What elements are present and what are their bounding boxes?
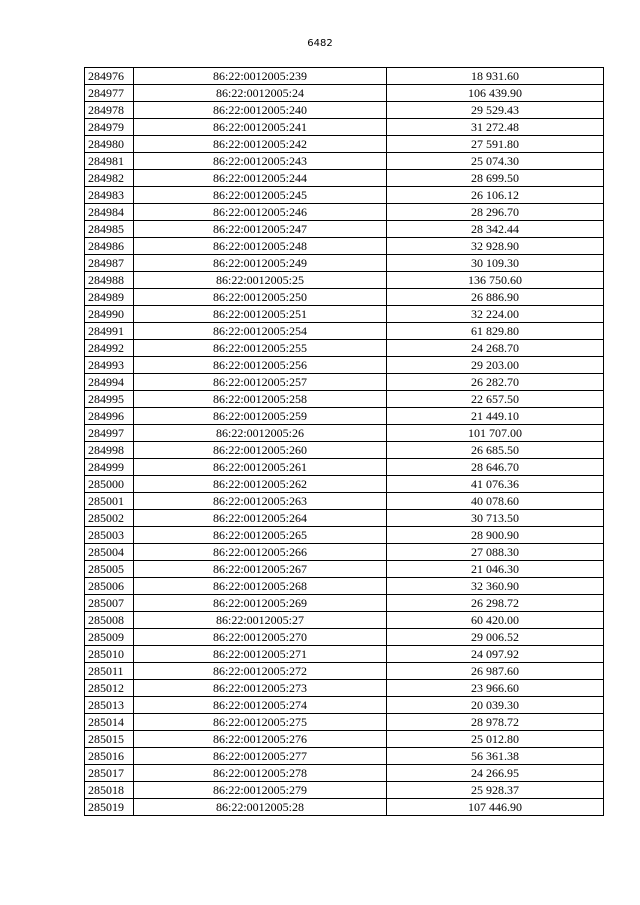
cadastral-number-cell: 86:22:0012005:255 bbox=[134, 340, 387, 357]
value-cell: 31 272.48 bbox=[387, 119, 604, 136]
table-row bbox=[85, 544, 604, 561]
table-row bbox=[85, 799, 604, 816]
value-cell: 28 296.70 bbox=[387, 204, 604, 221]
cadastral-number-cell: 86:22:0012005:274 bbox=[134, 697, 387, 714]
value-cell: 26 282.70 bbox=[387, 374, 604, 391]
table-row bbox=[85, 306, 604, 323]
table-row bbox=[85, 68, 604, 85]
row-number-cell: 284982 bbox=[85, 170, 134, 187]
table-row bbox=[85, 595, 604, 612]
value-cell: 106 439.90 bbox=[387, 85, 604, 102]
cadastral-number-cell: 86:22:0012005:244 bbox=[134, 170, 387, 187]
row-number-cell: 284989 bbox=[85, 289, 134, 306]
table-row bbox=[85, 170, 604, 187]
table-row bbox=[85, 255, 604, 272]
cadastral-number-cell: 86:22:0012005:28 bbox=[134, 799, 387, 816]
table-row bbox=[85, 680, 604, 697]
cadastral-number-cell: 86:22:0012005:245 bbox=[134, 187, 387, 204]
table-row bbox=[85, 459, 604, 476]
row-number-cell: 284988 bbox=[85, 272, 134, 289]
row-number-cell: 284980 bbox=[85, 136, 134, 153]
cadastral-number-cell: 86:22:0012005:24 bbox=[134, 85, 387, 102]
row-number-cell: 284993 bbox=[85, 357, 134, 374]
value-cell: 26 106.12 bbox=[387, 187, 604, 204]
value-cell: 32 928.90 bbox=[387, 238, 604, 255]
row-number-cell: 284976 bbox=[85, 68, 134, 85]
value-cell: 28 978.72 bbox=[387, 714, 604, 731]
row-number-cell: 284978 bbox=[85, 102, 134, 119]
cadastral-number-cell: 86:22:0012005:273 bbox=[134, 680, 387, 697]
table-row bbox=[85, 408, 604, 425]
value-cell: 28 900.90 bbox=[387, 527, 604, 544]
table-row bbox=[85, 153, 604, 170]
cadastral-number-cell: 86:22:0012005:278 bbox=[134, 765, 387, 782]
table-row bbox=[85, 510, 604, 527]
value-cell: 25 012.80 bbox=[387, 731, 604, 748]
table-row bbox=[85, 238, 604, 255]
row-number-cell: 285018 bbox=[85, 782, 134, 799]
table-row bbox=[85, 204, 604, 221]
table-row bbox=[85, 629, 604, 646]
value-cell: 61 829.80 bbox=[387, 323, 604, 340]
cadastral-number-cell: 86:22:0012005:266 bbox=[134, 544, 387, 561]
value-cell: 26 987.60 bbox=[387, 663, 604, 680]
value-cell: 21 046.30 bbox=[387, 561, 604, 578]
cadastral-number-cell: 86:22:0012005:241 bbox=[134, 119, 387, 136]
cadastral-number-cell: 86:22:0012005:251 bbox=[134, 306, 387, 323]
value-cell: 101 707.00 bbox=[387, 425, 604, 442]
table-row bbox=[85, 731, 604, 748]
row-number-cell: 285019 bbox=[85, 799, 134, 816]
cadastral-number-cell: 86:22:0012005:259 bbox=[134, 408, 387, 425]
cadastral-number-cell: 86:22:0012005:264 bbox=[134, 510, 387, 527]
row-number-cell: 284999 bbox=[85, 459, 134, 476]
table-row bbox=[85, 714, 604, 731]
value-cell: 28 699.50 bbox=[387, 170, 604, 187]
value-cell: 41 076.36 bbox=[387, 476, 604, 493]
value-cell: 25 074.30 bbox=[387, 153, 604, 170]
cadastral-number-cell: 86:22:0012005:270 bbox=[134, 629, 387, 646]
table-row bbox=[85, 561, 604, 578]
row-number-cell: 284977 bbox=[85, 85, 134, 102]
value-cell: 29 006.52 bbox=[387, 629, 604, 646]
cadastral-number-cell: 86:22:0012005:267 bbox=[134, 561, 387, 578]
table-row bbox=[85, 374, 604, 391]
value-cell: 29 529.43 bbox=[387, 102, 604, 119]
cadastral-number-cell: 86:22:0012005:276 bbox=[134, 731, 387, 748]
row-number-cell: 284983 bbox=[85, 187, 134, 204]
cadastral-number-cell: 86:22:0012005:257 bbox=[134, 374, 387, 391]
table-row bbox=[85, 527, 604, 544]
table-row bbox=[85, 323, 604, 340]
table-row bbox=[85, 697, 604, 714]
value-cell: 20 039.30 bbox=[387, 697, 604, 714]
cadastral-number-cell: 86:22:0012005:277 bbox=[134, 748, 387, 765]
value-cell: 30 713.50 bbox=[387, 510, 604, 527]
table-row bbox=[85, 612, 604, 629]
cadastral-value-table bbox=[84, 67, 604, 816]
value-cell: 27 088.30 bbox=[387, 544, 604, 561]
row-number-cell: 285010 bbox=[85, 646, 134, 663]
table-row bbox=[85, 272, 604, 289]
table-row bbox=[85, 391, 604, 408]
cadastral-number-cell: 86:22:0012005:26 bbox=[134, 425, 387, 442]
row-number-cell: 285009 bbox=[85, 629, 134, 646]
row-number-cell: 284996 bbox=[85, 408, 134, 425]
table-row bbox=[85, 748, 604, 765]
row-number-cell: 284981 bbox=[85, 153, 134, 170]
row-number-cell: 284979 bbox=[85, 119, 134, 136]
cadastral-number-cell: 86:22:0012005:243 bbox=[134, 153, 387, 170]
cadastral-number-cell: 86:22:0012005:242 bbox=[134, 136, 387, 153]
value-cell: 136 750.60 bbox=[387, 272, 604, 289]
value-cell: 23 966.60 bbox=[387, 680, 604, 697]
value-cell: 18 931.60 bbox=[387, 68, 604, 85]
row-number-cell: 285006 bbox=[85, 578, 134, 595]
value-cell: 32 360.90 bbox=[387, 578, 604, 595]
cadastral-number-cell: 86:22:0012005:239 bbox=[134, 68, 387, 85]
table-row bbox=[85, 782, 604, 799]
cadastral-number-cell: 86:22:0012005:272 bbox=[134, 663, 387, 680]
row-number-cell: 284984 bbox=[85, 204, 134, 221]
row-number-cell: 285002 bbox=[85, 510, 134, 527]
value-cell: 28 342.44 bbox=[387, 221, 604, 238]
row-number-cell: 285014 bbox=[85, 714, 134, 731]
value-cell: 26 298.72 bbox=[387, 595, 604, 612]
table-row bbox=[85, 85, 604, 102]
table-row bbox=[85, 425, 604, 442]
value-cell: 26 685.50 bbox=[387, 442, 604, 459]
value-cell: 107 446.90 bbox=[387, 799, 604, 816]
row-number-cell: 285005 bbox=[85, 561, 134, 578]
table-row bbox=[85, 493, 604, 510]
table-row bbox=[85, 136, 604, 153]
row-number-cell: 285012 bbox=[85, 680, 134, 697]
row-number-cell: 285008 bbox=[85, 612, 134, 629]
row-number-cell: 284998 bbox=[85, 442, 134, 459]
value-cell: 60 420.00 bbox=[387, 612, 604, 629]
value-cell: 22 657.50 bbox=[387, 391, 604, 408]
cadastral-number-cell: 86:22:0012005:263 bbox=[134, 493, 387, 510]
row-number-cell: 284985 bbox=[85, 221, 134, 238]
row-number-cell: 285015 bbox=[85, 731, 134, 748]
row-number-cell: 285007 bbox=[85, 595, 134, 612]
cadastral-number-cell: 86:22:0012005:258 bbox=[134, 391, 387, 408]
table-row bbox=[85, 357, 604, 374]
table-row bbox=[85, 221, 604, 238]
row-number-cell: 284987 bbox=[85, 255, 134, 272]
row-number-cell: 284992 bbox=[85, 340, 134, 357]
table-row bbox=[85, 476, 604, 493]
table-row bbox=[85, 578, 604, 595]
cadastral-number-cell: 86:22:0012005:25 bbox=[134, 272, 387, 289]
cadastral-number-cell: 86:22:0012005:268 bbox=[134, 578, 387, 595]
cadastral-number-cell: 86:22:0012005:27 bbox=[134, 612, 387, 629]
row-number-cell: 284994 bbox=[85, 374, 134, 391]
cadastral-number-cell: 86:22:0012005:249 bbox=[134, 255, 387, 272]
page-number: 6482 bbox=[307, 38, 333, 49]
row-number-cell: 285004 bbox=[85, 544, 134, 561]
value-cell: 21 449.10 bbox=[387, 408, 604, 425]
cadastral-number-cell: 86:22:0012005:254 bbox=[134, 323, 387, 340]
row-number-cell: 285017 bbox=[85, 765, 134, 782]
table-row bbox=[85, 102, 604, 119]
cadastral-number-cell: 86:22:0012005:248 bbox=[134, 238, 387, 255]
value-cell: 24 268.70 bbox=[387, 340, 604, 357]
row-number-cell: 285011 bbox=[85, 663, 134, 680]
row-number-cell: 284990 bbox=[85, 306, 134, 323]
cadastral-number-cell: 86:22:0012005:250 bbox=[134, 289, 387, 306]
row-number-cell: 285013 bbox=[85, 697, 134, 714]
table-row bbox=[85, 289, 604, 306]
row-number-cell: 284991 bbox=[85, 323, 134, 340]
value-cell: 24 097.92 bbox=[387, 646, 604, 663]
cadastral-number-cell: 86:22:0012005:275 bbox=[134, 714, 387, 731]
row-number-cell: 284986 bbox=[85, 238, 134, 255]
cadastral-number-cell: 86:22:0012005:240 bbox=[134, 102, 387, 119]
value-cell: 40 078.60 bbox=[387, 493, 604, 510]
row-number-cell: 284995 bbox=[85, 391, 134, 408]
cadastral-number-cell: 86:22:0012005:271 bbox=[134, 646, 387, 663]
row-number-cell: 285000 bbox=[85, 476, 134, 493]
cadastral-number-cell: 86:22:0012005:265 bbox=[134, 527, 387, 544]
cadastral-number-cell: 86:22:0012005:246 bbox=[134, 204, 387, 221]
table-row bbox=[85, 340, 604, 357]
cadastral-number-cell: 86:22:0012005:269 bbox=[134, 595, 387, 612]
value-cell: 27 591.80 bbox=[387, 136, 604, 153]
value-cell: 28 646.70 bbox=[387, 459, 604, 476]
row-number-cell: 284997 bbox=[85, 425, 134, 442]
value-cell: 56 361.38 bbox=[387, 748, 604, 765]
table-body bbox=[85, 68, 604, 816]
table-row bbox=[85, 442, 604, 459]
cadastral-number-cell: 86:22:0012005:260 bbox=[134, 442, 387, 459]
row-number-cell: 285003 bbox=[85, 527, 134, 544]
table-row bbox=[85, 663, 604, 680]
table-row bbox=[85, 187, 604, 204]
table-row bbox=[85, 119, 604, 136]
value-cell: 26 886.90 bbox=[387, 289, 604, 306]
cadastral-number-cell: 86:22:0012005:256 bbox=[134, 357, 387, 374]
value-cell: 30 109.30 bbox=[387, 255, 604, 272]
table-row bbox=[85, 765, 604, 782]
value-cell: 24 266.95 bbox=[387, 765, 604, 782]
value-cell: 25 928.37 bbox=[387, 782, 604, 799]
value-cell: 29 203.00 bbox=[387, 357, 604, 374]
value-cell: 32 224.00 bbox=[387, 306, 604, 323]
cadastral-number-cell: 86:22:0012005:247 bbox=[134, 221, 387, 238]
row-number-cell: 285001 bbox=[85, 493, 134, 510]
cadastral-number-cell: 86:22:0012005:279 bbox=[134, 782, 387, 799]
cadastral-number-cell: 86:22:0012005:261 bbox=[134, 459, 387, 476]
table-row bbox=[85, 646, 604, 663]
cadastral-number-cell: 86:22:0012005:262 bbox=[134, 476, 387, 493]
row-number-cell: 285016 bbox=[85, 748, 134, 765]
